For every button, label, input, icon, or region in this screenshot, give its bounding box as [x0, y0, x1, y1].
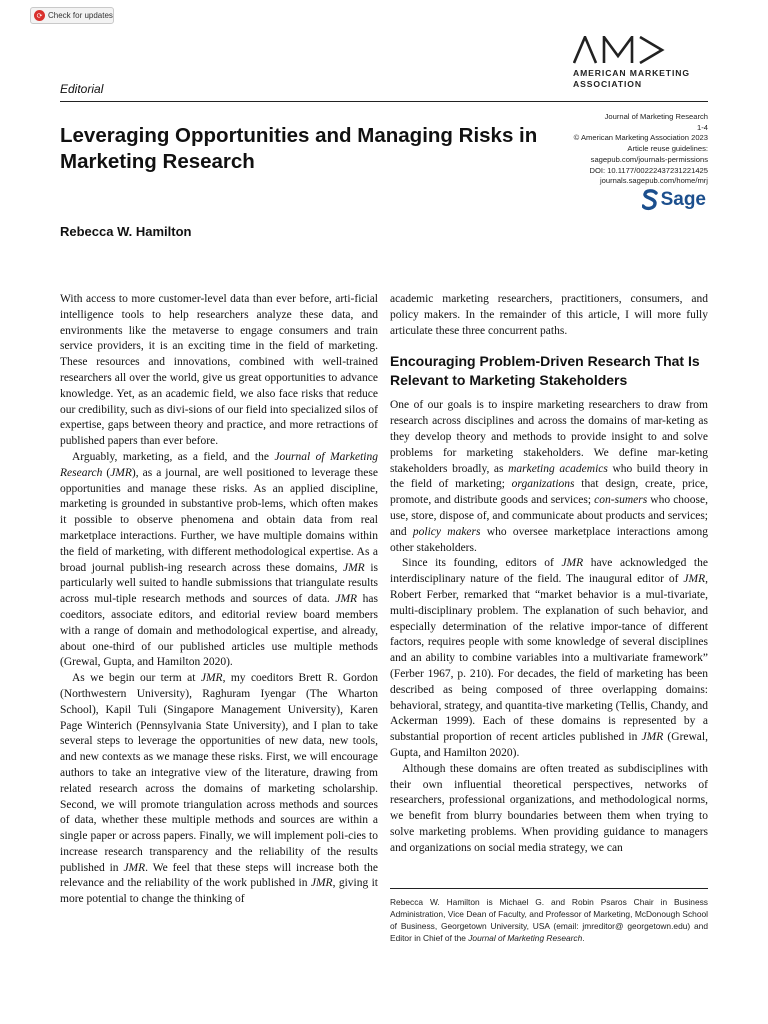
journal-home-link[interactable]: journals.sagepub.com/home/mrj [599, 176, 708, 186]
check-for-updates-badge[interactable] [30, 7, 114, 24]
ama-logo [573, 36, 708, 89]
body-paragraph-2: Arguably, marketing, as a field, and the Journal of Marketing Research (JMR), as a journal, are well positioned to leverage these opportunities and manage these risks. As an applied discipline, marketing is grounded in substantive prob-lems, which often makes it possible to observe phenomena and obtain data from real marketplace interactions. Further, we have multiple domains within the field of marketing, with different methodological expertise. As a broad journal publish-ing research across these domains, JMR is particularly well suited to handle submissions that triangulate results across mul-tiple research methods and sources of data. JMR has coeditors, associate editors, and editorial review board members with a range of domain and methodological expertise, and already, about one-third of our published articles use multiple methods (Grewal, Gupta, and Hamilton 2020). [60, 450, 379, 669]
body-paragraph-1: With access to more customer-level data than ever before, arti-ficial intelligence tools to help researchers analyze these data, and environments like the metaverse to engage consumers and train service providers, it is an exciting time in the field of marketing. These resources and innovations, combined with well-trained researchers all over the world, give us great opportunities to advance knowledge. Yet, as an academic field, we also face risks that reduce our credibility, such as divi-sions of our field into specialized silos of expertise, gaps between theory and practice, and more retractions of published papers than ever before. [60, 293, 378, 448]
journal-permissions-link[interactable]: sagepub.com/journals-permissions [590, 154, 708, 164]
body-paragraph-3: As we begin our term at JMR, my coeditors Brett R. Gordon (Northwestern University), Raghuram Iyengar (The Wharton School), Kapil Tuli (Singapore Management University), Karen Page Winterich (Pennsylvania State University), and I plan to take several steps to leverage the opportunities of new data, new tools, and new contexts as we manage these risks. First, we will encourage authors to take an integrative view of the literature, drawing from related research across the domains of marketing scholarship. Second, we will promote triangulation across methods and sources of data, whether these multiple methods and sources are within a single paper or across papers. Finally, we will implement poli-cies to increase research transparency and the reliability of the results published in JMR. We feel that these steps will increase both the relevance and the reliability of the work published in JMR, giving it more potential to change the thinking of [60, 672, 378, 906]
body-paragraph-5: One of our goals is to inspire marketing researchers to draw from research across disciplines and across the domains of mar-keting as they develop theory and methods to provide insight to and solve problems for marketing stakeholders. We define mar-keting stakeholders broadly, as marketing academics who build theory in the field of marketing; organizations that design, create, price, promote, and distribute goods and services; con-sumers who choose, use, store, dispose of, and communicate about products and services; and policy makers who oversee marketplace interactions among other stakeholders. [390, 399, 708, 554]
ama-name-line1: AMERICAN MARKETING [573, 68, 690, 78]
article-title: Leveraging Opportunities and Managing Risks in Marketing Research [60, 124, 538, 173]
ama-name-line2: ASSOCIATION [573, 78, 642, 89]
footnote-divider [390, 888, 708, 889]
right-column [390, 292, 708, 857]
body-paragraph-4: academic marketing researchers, practitioners, consumers, and policy makers. In the remainder of this article, I will more fully articulate these three concurrent paths. [390, 293, 708, 337]
section-label: Editorial [60, 82, 104, 96]
left-column [60, 292, 378, 908]
sage-s-icon [642, 189, 658, 211]
section-heading: Encouraging Problem-Driven Research That Is Relevant to Marketing Stakeholders [390, 353, 700, 388]
sage-logo [642, 189, 706, 211]
journal-title-italic: Journal of Marketing Research [60, 450, 379, 479]
sage-label: Sage [660, 189, 706, 210]
journal-name: Journal of Marketing Research [604, 112, 708, 121]
ama-monogram-icon [573, 36, 665, 64]
check-for-updates-label: Check for updates [48, 11, 113, 20]
journal-reuse: Article reuse guidelines: [627, 144, 708, 154]
body-paragraph-7: Although these domains are often treated as subdisciplines with their own influential theoretical perspectives, networks of researchers, professional organizations, and methodological norms, we benefit from blurry boundaries between them when trying to solve marketing problems. When providing guidance to managers and organizations on social media strategy, we can [390, 762, 708, 854]
article-author: Rebecca W. Hamilton [60, 224, 192, 239]
refresh-icon: ⟳ [34, 10, 45, 21]
journal-pages: 1-4 [697, 122, 708, 132]
header-divider [60, 101, 708, 102]
footnote-journal-italic: Journal of Marketing Research [468, 933, 583, 943]
journal-info [508, 112, 708, 187]
author-footnote: Rebecca W. Hamilton is Michael G. and Robin Psaros Chair in Business Administration, Vice Dean of Faculty, and Professor of Marketing, McDonough School of Business, Georgetown University, USA (email: jmreditor@ georgetown.edu) and Editor in Chief of the Journal of Marketing Research. [390, 897, 708, 943]
journal-copyright: © American Marketing Association 2023 [573, 133, 708, 143]
journal-doi[interactable]: DOI: 10.1177/00222437231221425 [589, 165, 708, 175]
body-paragraph-6: Since its founding, editors of JMR have acknowledged the interdisciplinary nature of the field. The inaugural editor of JMR, Robert Ferber, remarked that “market behavior is a mul-tivariate, multi-disciplinary problem. The explanation of such behavior, and especially determination of the relative impor-tance of different factors, requires people with some knowledge of several disciplines and an ability to combine variables into a multivariate framework” (Ferber 1967, p. 210). For decades, the field of marketing has been described as being composed of three overlapping domains: behavioral, strategy, and quantita-tive marketing (Tellis, Chandy, and Ackerman 1999). Each of these domains is represented by a substantial proportion of recent articles published in JMR (Grewal, Gupta, and Hamilton 2020). [390, 557, 709, 759]
